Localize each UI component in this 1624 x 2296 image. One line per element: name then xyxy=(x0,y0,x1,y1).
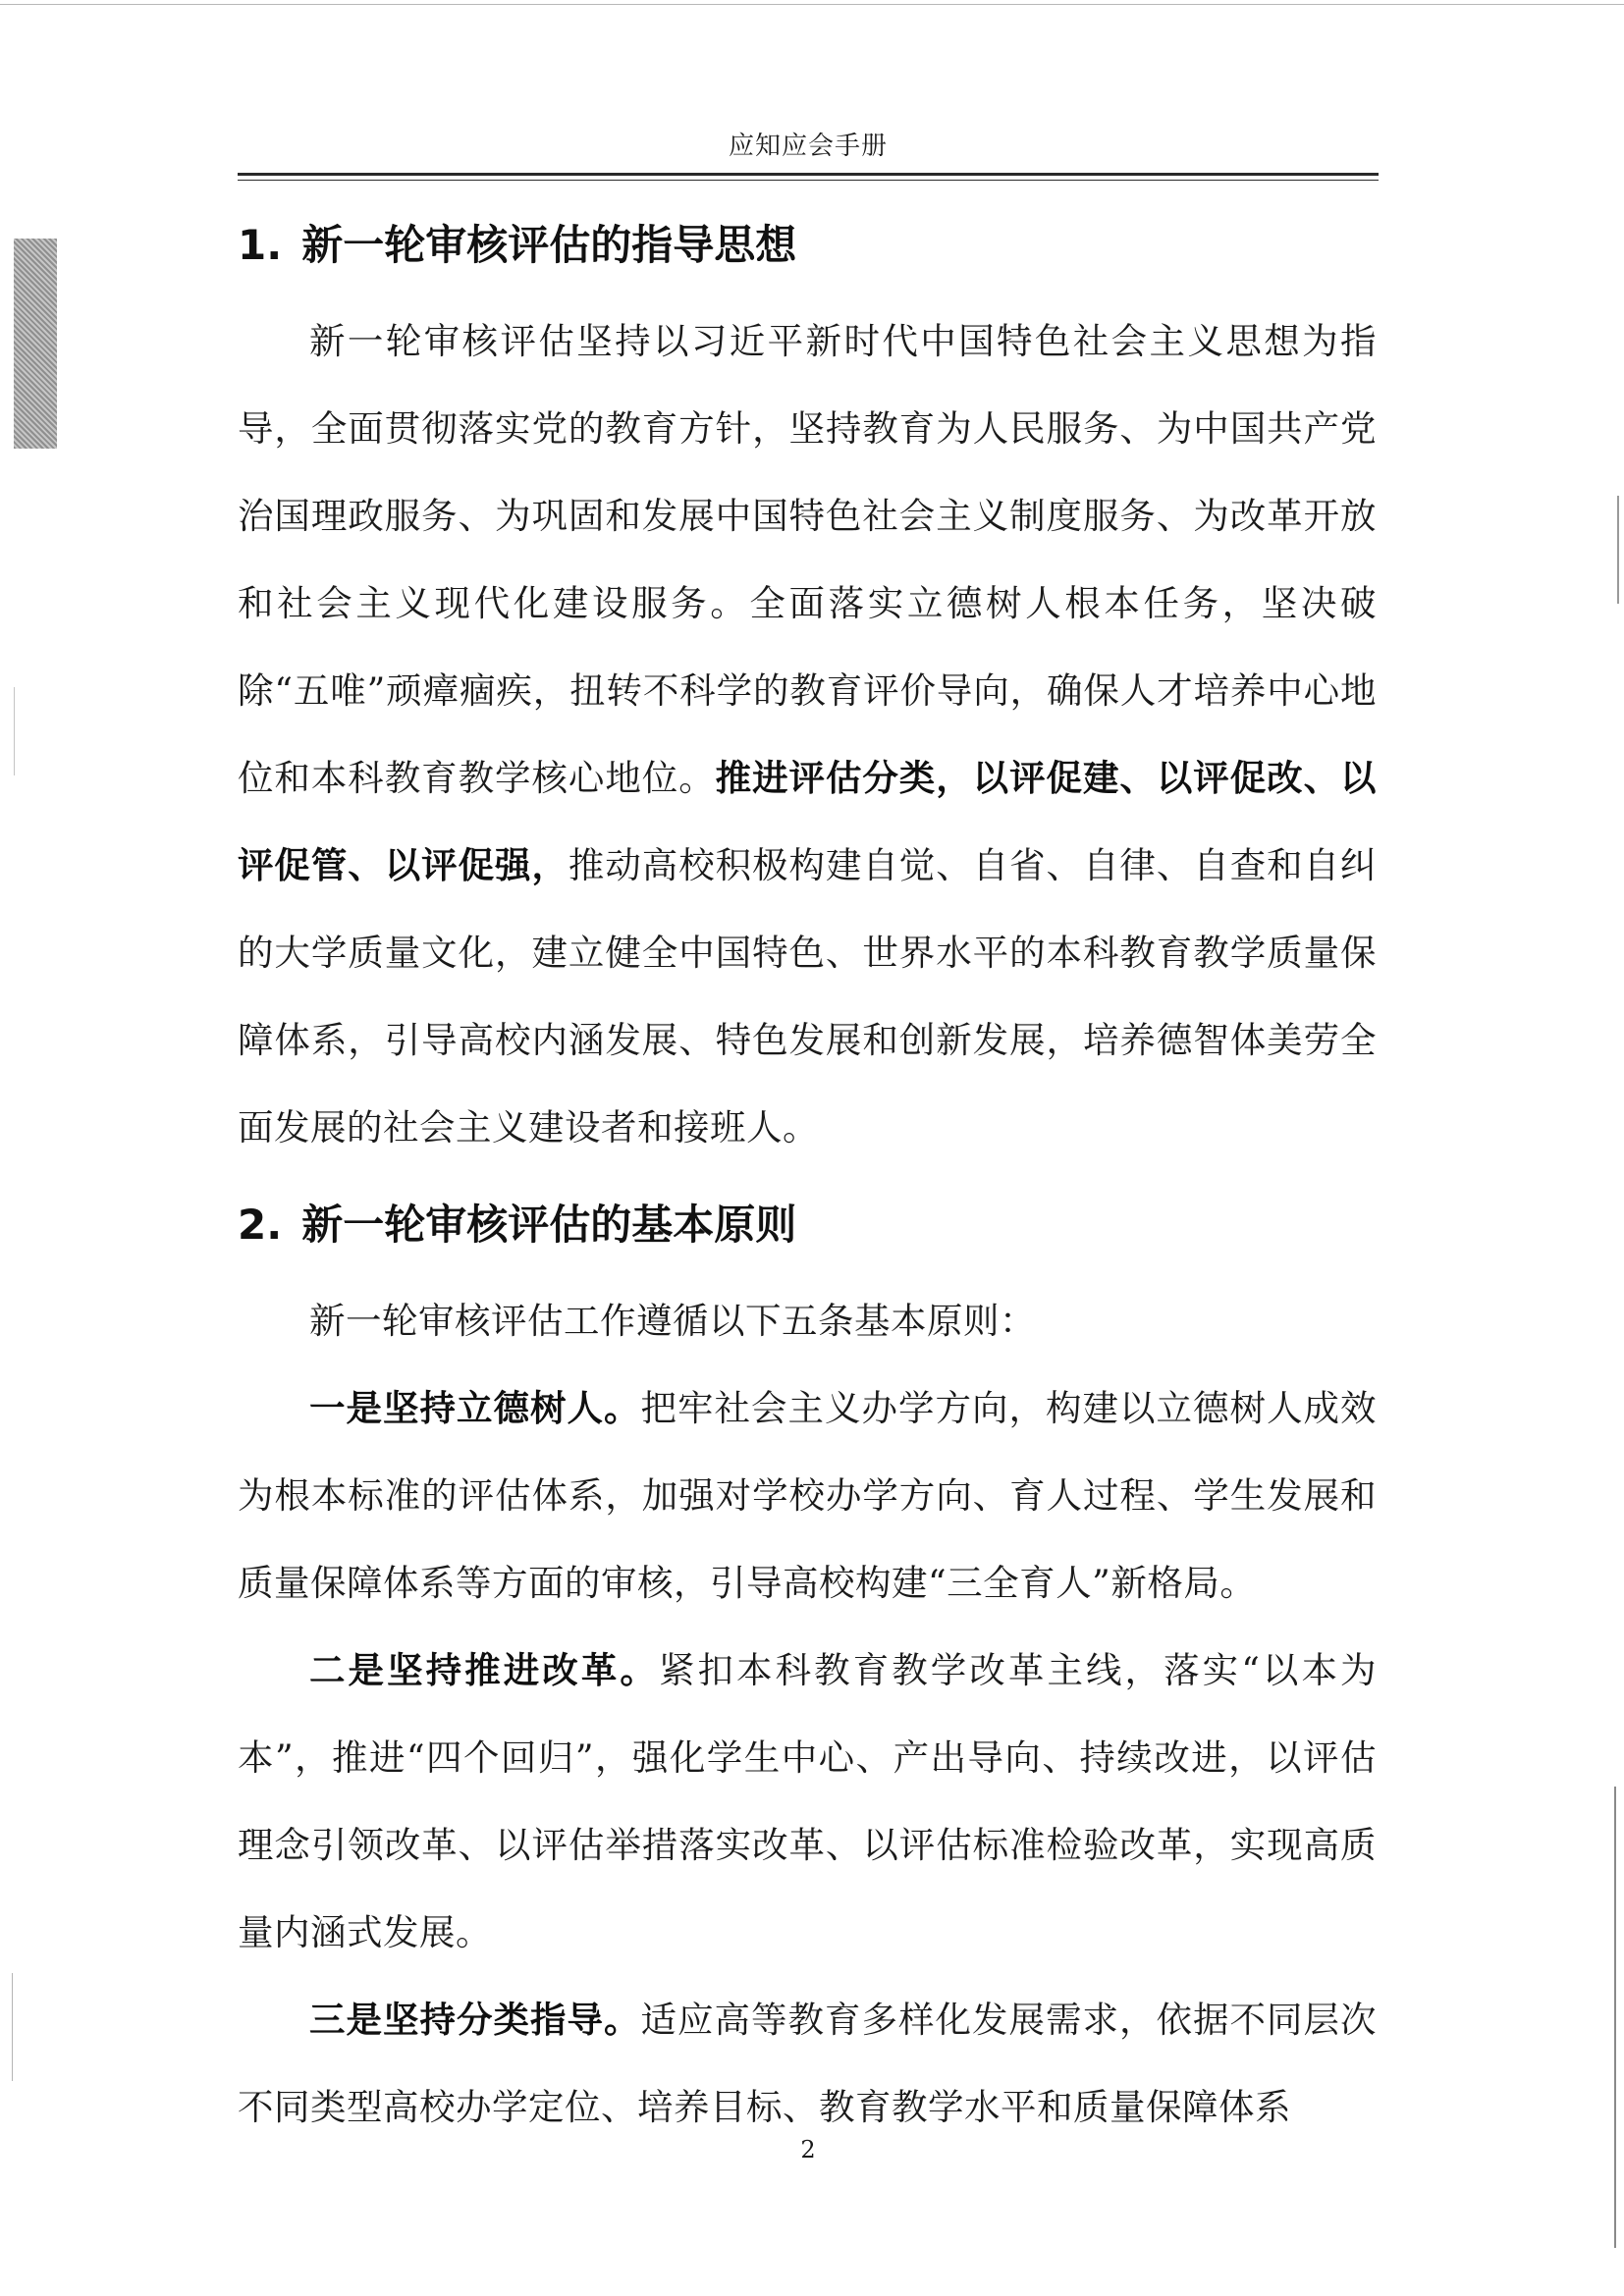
section-intro: 新一轮审核评估工作遵循以下五条基本原则： xyxy=(309,1300,1036,1342)
section-paragraph xyxy=(238,297,1377,1171)
running-header: 应知应会手册 xyxy=(728,132,888,161)
principle-text: 适应高等教育多样化发展需求，依据不同层次不同类型高校办学定位、培养目标、教育教学水平和质量保障体系 xyxy=(238,1999,1377,2128)
principle-paragraph xyxy=(238,1364,1377,1627)
principle-title: 一是坚持立德树人。 xyxy=(309,1387,641,1429)
section-number: 1. xyxy=(238,221,283,269)
principle-paragraph xyxy=(238,1976,1377,2151)
scan-edge-mark xyxy=(14,687,15,775)
scan-edge-mark xyxy=(12,1973,13,2081)
section-heading xyxy=(238,201,1377,290)
principle-text: 把牢社会主义办学方向，构建以立德树人成效为根本标准的评估体系，加强对学校办学方向、育人过程、学生发展和质量保障体系等方面的审核，引导高校构建“三全育人”新格局。 xyxy=(238,1387,1377,1604)
paragraph-text: 新一轮审核评估坚持以习近平新时代中国特色社会主义思想为指导，全面贯彻落实党的教育方针，坚持教育为人民服务、为中国共产党治国理政服务、为巩固和发展中国特色社会主义制度服务、为改革开放和社会主义现代化建设服务。全面落实立德树人根本任务，坚决破除“五唯”顽瘴痼疾，扭转不科学的教育评价导向，确保人才培养中心地位和本科教育教学核心地位。 xyxy=(238,320,1377,799)
principle-paragraph xyxy=(238,1627,1377,1976)
paragraph-emphasis: 推进评估分类，以评促建、以评促改、以评促管、以评促强， xyxy=(238,757,1378,886)
header-rule-thick xyxy=(238,173,1379,176)
scan-top-edge xyxy=(0,4,1624,5)
page-number: 2 xyxy=(800,2136,816,2163)
principle-title: 二是坚持推进改革。 xyxy=(309,1649,659,1691)
scan-artifact-strip xyxy=(14,239,57,449)
section-heading xyxy=(238,1181,1377,1269)
header-rule-thin xyxy=(238,180,1379,181)
principle-text: 紧扣本科教育教学改革主线，落实“以本为本”，推进“四个回归”，强化学生中心、产出导向、持续改进，以评估理念引领改革、以评估举措落实改革、以评估标准检验改革，实现高质量内涵式发展。 xyxy=(238,1649,1377,1953)
scan-edge-mark xyxy=(1614,1787,1616,2248)
page-content xyxy=(238,201,1377,2151)
principle-title: 三是坚持分类指导。 xyxy=(309,1999,641,2041)
section-number: 2. xyxy=(238,1201,283,1249)
section-title: 新一轮审核评估的指导思想 xyxy=(301,221,797,269)
scan-edge-mark xyxy=(1617,496,1619,604)
section-title: 新一轮审核评估的基本原则 xyxy=(301,1201,797,1249)
paragraph-text: 推动高校积极构建自觉、自省、自律、自查和自纠的大学质量文化，建立健全中国特色、世界水平的本科教育教学质量保障体系，引导高校内涵发展、特色发展和创新发展，培养德智体美劳全面发展的社会主义建设者和接班人。 xyxy=(238,844,1378,1148)
